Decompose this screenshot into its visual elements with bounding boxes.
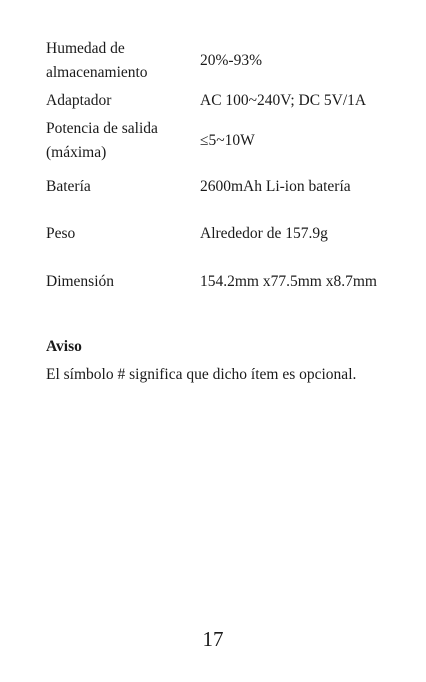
notice-section <box>46 336 396 386</box>
spec-label: Potencia de salida (máxima) <box>46 120 158 161</box>
spec-value: 2600mAh Li-ion batería <box>200 178 351 195</box>
spec-value: ≤5~10W <box>200 132 255 149</box>
spec-row-dimension <box>46 260 396 304</box>
spec-value: Alrededor de 157.9g <box>200 225 328 242</box>
spec-value: AC 100~240V; DC 5V/1A <box>200 92 367 109</box>
spec-row-output-power <box>46 116 396 166</box>
notice-title: Aviso <box>46 338 82 355</box>
spec-row-storage-humidity <box>46 36 396 86</box>
spec-label: Adaptador <box>46 92 112 109</box>
spec-label: Peso <box>46 225 76 242</box>
spec-label: Batería <box>46 178 91 195</box>
spec-row-weight <box>46 208 396 260</box>
notice-text: El símbolo # significa que dicho ítem es opcional. <box>46 366 357 383</box>
page-number: 17 <box>202 627 224 651</box>
spec-value: 20%-93% <box>200 52 262 69</box>
spec-value: 154.2mm x77.5mm x8.7mm <box>200 273 377 290</box>
spec-row-battery <box>46 166 396 208</box>
spec-row-adapter <box>46 86 396 116</box>
spec-table <box>46 36 396 304</box>
spec-label: Dimensión <box>46 273 115 290</box>
spec-label: Humedad de almacenamiento <box>46 40 148 81</box>
